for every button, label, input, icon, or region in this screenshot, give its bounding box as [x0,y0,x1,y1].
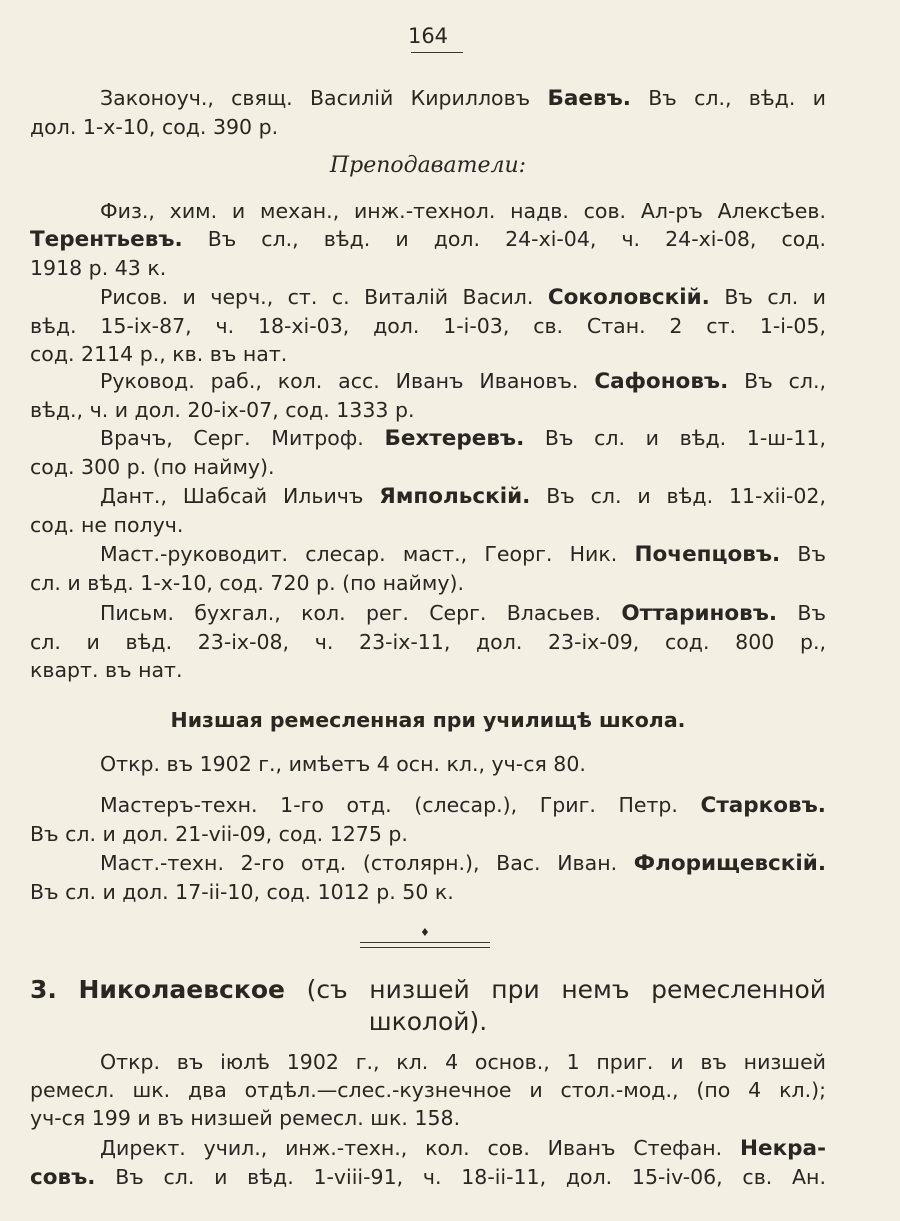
surname: Бехтеревъ. [384,426,525,451]
school-entry: Маст.-техн. 2-го отд. (столярн.), Вас. Иван. Флорищевскій. Въ сл. и дол. 17-ii-10, сод. 1012 р. 50 к. [30,851,826,904]
section-3-open-info: Откр. въ іюлѣ 1902 г., кл. 4 основ., 1 приг. и въ низшей ремесл. шк. два отдѣл.—слес.-кузнечное и стол.-мод., (по 4 кл.); уч-ся 199 и въ низшей ремесл. шк. 158. [30,1050,826,1130]
teacher-entry: Рисов. и черч., ст. с. Виталій Васил. Соколовскій. Въ сл. и вѣд. 15-ix-87, ч. 18-xi-03, дол. 1-i-03, св. Стан. 2 ст. 1-i-05, сод. 2114 р., кв. въ нат. [30,285,826,366]
surname: Оттариновъ. [621,601,778,626]
law-teacher-entry [30,84,826,141]
teacher-entry: Дант., Шабсай Ильичъ Ямпольскій. Въ сл. и вѣд. 11-xii-02, сод. не получ. [30,484,826,537]
surname: Ямпольскій. [379,484,531,509]
surname: Соколовскій. [547,285,710,310]
teachers-heading: Преподаватели: [329,153,527,178]
surname: Почепцовъ. [634,542,781,567]
entry-line: дол. 1-x-10, сод. 390 р. [30,115,279,139]
surname: Старковъ. [700,793,826,818]
document-page [30,0,826,1221]
section-number: 3. [30,975,57,1004]
school-heading: Низшая ремесленная при училищѣ школа. [170,708,686,732]
teacher-entry: Физ., хим. и механ., инж.-технол. надв. сов. Ал-ръ Алексѣев. Терентьевъ. Въ сл., вѣд. и дол. 24-xi-04, ч. 24-xi-08, сод. 1918 р. 43 к. [30,199,826,280]
surname: Терентьевъ. [30,227,183,252]
section-3-heading: 3. Николаевское (съ низшей при немъ ремесленной школой). [30,975,826,1036]
school-open-info: Откр. въ 1902 г., имѣетъ 4 осн. кл., уч-ся 80. [100,752,586,776]
surname: Некра- [740,1136,826,1161]
teacher-entry: Врачъ, Серг. Митроф. Бехтеревъ. Въ сл. и вѣд. 1-ш-11, сод. 300 р. (по найму). [30,426,826,479]
teacher-entry: Руковод. раб., кол. асс. Иванъ Ивановъ. Сафоновъ. Въ сл., вѣд., ч. и дол. 20-ix-07, сод. 1333 р. [30,369,826,422]
teacher-entry: Маст.-руководит. слесар. маст., Георг. Ник. Почепцовъ. Въ сл. и вѣд. 1-x-10, сод. 720 р. (по найму). [30,542,826,595]
surname: Баевъ. [547,86,631,111]
surname-continued: совъ. [30,1165,96,1190]
surname: Сафоновъ. [594,369,729,394]
surname: Флорищевскій. [633,851,826,876]
divider-ornament: ♦ [420,926,430,939]
entry-line: Законоуч., свящ. Василій Кирилловъ Баевъ. Въ сл., вѣд. и [100,86,826,111]
section-title: Николаевское [78,975,285,1004]
director-entry: Директ. учил., инж.-техн., кол. сов. Иванъ Стефан. Некра- совъ. Въ сл. и вѣд. 1-viii-91, ч. 18-ii-11, дол. 15-iv-06, св. Ан. [30,1136,826,1190]
page-number-rule [411,52,463,53]
teacher-entry: Письм. бухгал., кол. рег. Серг. Власьев. Оттариновъ. Въ сл. и вѣд. 23-ix-08, ч. 23-ix-11, дол. 23-ix-09, сод. 800 р., кварт. въ нат. [30,601,826,682]
school-entry: Мастеръ-техн. 1-го отд. (слесар.), Григ. Петр. Старковъ. Въ сл. и дол. 21-vii-09, сод. 1275 р. [30,793,826,846]
page-number: 164 [407,24,449,48]
